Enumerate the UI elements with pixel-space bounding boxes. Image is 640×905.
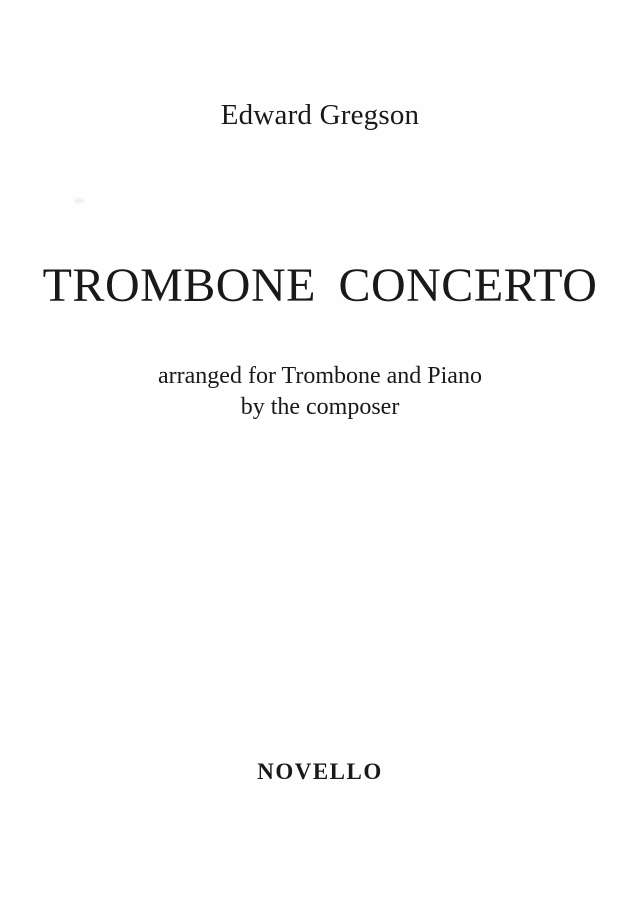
- subtitle-line-1: arranged for Trombone and Piano: [158, 363, 482, 389]
- subtitle-line-2: by the composer: [240, 394, 400, 420]
- composer-name: Edward Gregson: [220, 99, 420, 131]
- arrangement-subtitle: [0, 361, 640, 423]
- work-title: TROMBONE CONCERTO: [42, 259, 598, 312]
- scan-smudge-artifact: [74, 198, 84, 203]
- publisher-name: NOVELLO: [257, 759, 383, 784]
